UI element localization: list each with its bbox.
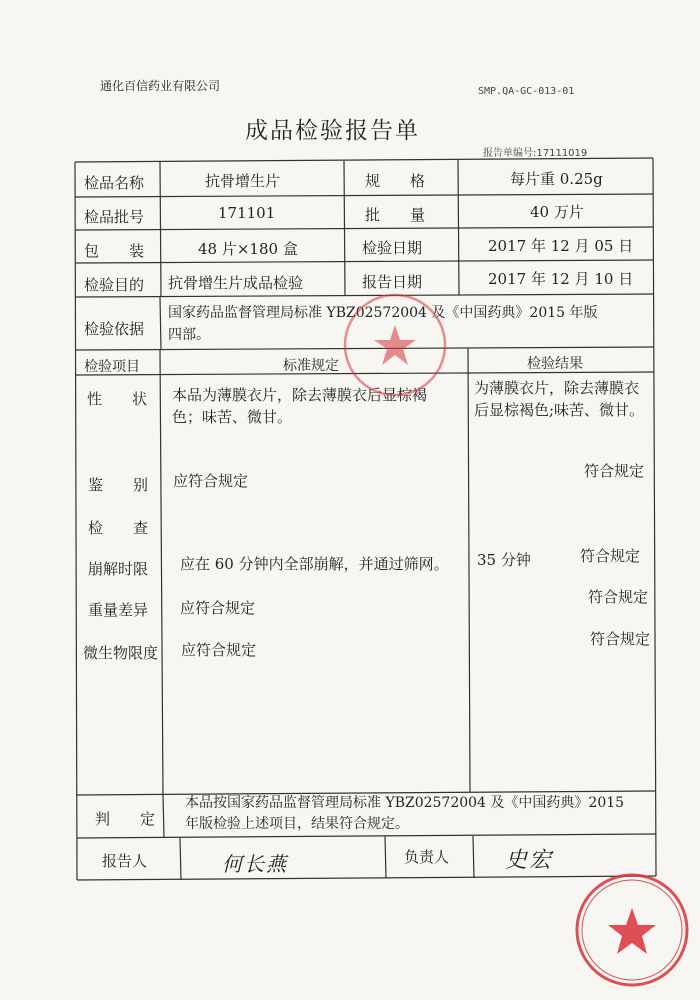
conclusion-line1: 本品按国家药品监督管理局标准 YBZ02572004 及《中国药典》2015 [185,795,625,811]
packing-label: 包 装 [84,242,145,260]
report-title: 成品检验报告单 [245,118,420,144]
supervisor-signature: 史宏 [505,848,554,873]
quantity-value: 40 万片 [530,203,584,221]
column-header-standard: 标准规定 [283,358,339,374]
item-standard-microbial-limit: 应符合规定 [181,641,257,659]
document-code: SMP.QA-GC-013-01 [478,86,575,97]
item-standard-weight-variation: 应符合规定 [180,599,256,617]
item-result-value-disintegration: 35 分钟 [477,551,531,569]
spec-value: 每片重 0.25g [510,170,603,188]
company-seal-faint [340,290,450,400]
reporter-signature: 何长燕 [222,852,288,876]
column-header-item: 检验项目 [84,359,140,375]
purpose-value: 抗骨增生片成品检验 [168,274,304,292]
test-date-value: 2017 年 12 月 05 日 [488,237,634,255]
packing-value: 48 片×180 盒 [198,240,298,258]
item-name-appearance: 性 状 [87,390,148,408]
supervisor-label: 负责人 [404,848,450,866]
item-name-weight-variation: 重量差异 [88,601,149,619]
test-date-label: 检验日期 [362,239,423,257]
reporter-label: 报告人 [102,852,148,870]
report-date-label: 报告日期 [362,273,423,291]
basis-line1: 国家药品监督管理局标准 YBZ02572004 及《中国药典》2015 年版 [168,305,598,321]
item-name-identification: 鉴 别 [88,476,149,494]
purpose-label: 检验目的 [84,276,145,294]
column-header-result: 检验结果 [527,356,583,372]
company-name: 通化百信药业有限公司 [100,79,221,93]
item-result-appearance-l1: 为薄膜衣片，除去薄膜衣 [474,379,640,397]
item-name-inspection: 检 查 [88,519,149,537]
item-result-microbial-limit: 符合规定 [590,630,651,648]
item-standard-appearance-l2: 色；味苦、微甘。 [172,408,293,426]
item-standard-appearance-l1: 本品为薄膜衣片，除去薄膜衣后显棕褐 [172,386,428,404]
product-name-label: 检品名称 [84,174,145,192]
report-number-value: 17111019 [536,148,588,159]
batch-value: 171101 [218,204,276,222]
product-name-value: 抗骨增生片 [205,172,281,190]
report-number-label: 报告单编号: [483,148,537,159]
item-name-microbial-limit: 微生物限度 [83,644,159,662]
item-result-weight-variation: 符合规定 [588,588,649,606]
spec-label: 规 格 [365,172,426,190]
item-result-identification: 符合规定 [584,462,645,480]
quantity-label: 批 量 [365,206,426,224]
conclusion-label: 判 定 [95,810,156,828]
basis-label: 检验依据 [84,320,145,338]
item-result-appearance-l2: 后显棕褐色;味苦、微甘。 [474,401,645,419]
conclusion-line2: 年版检验上述项目，结果符合规定。 [185,816,409,832]
quality-department-seal [572,870,692,990]
item-name-disintegration: 崩解时限 [88,560,149,578]
item-standard-identification: 应符合规定 [173,472,249,490]
report-date-value: 2017 年 12 月 10 日 [488,270,634,288]
item-result-disintegration: 符合规定 [580,547,641,565]
item-standard-disintegration: 应在 60 分钟内全部崩解，并通过筛网。 [180,555,449,573]
basis-line2: 四部。 [168,327,210,343]
batch-label: 检品批号 [84,208,145,226]
